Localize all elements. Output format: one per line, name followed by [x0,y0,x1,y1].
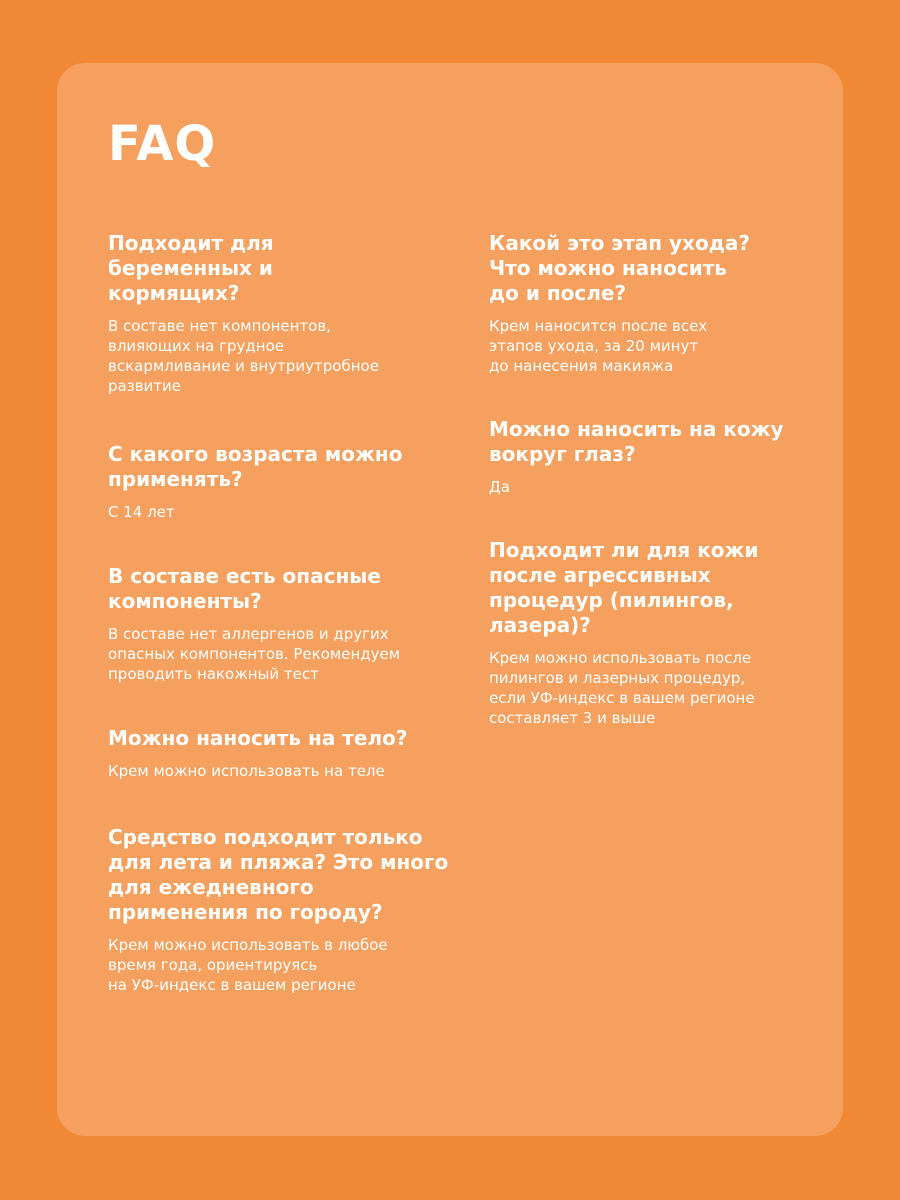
faq-column-left [108,231,453,995]
faq-question: Можно наносить на кожу вокруг глаз? [489,417,784,466]
faq-answer: Крем наносится после всех этапов ухода, за 20 минут до нанесения макияжа [489,317,708,375]
faq-question: С какого возраста можно применять? [108,442,403,491]
faq-column-right [489,231,809,728]
faq-item [108,231,453,396]
faq-answer: В составе нет аллергенов и других опасных компонентов. Рекомендуем проводить накожный тест [108,625,401,683]
faq-question: Средство подходит только для лета и пляжа? Это много для ежедневного применения по городу? [108,825,449,924]
faq-item [108,564,453,684]
faq-answer: В составе нет компонентов, влияющих на грудное вскармливание и внутриутробное развитие [108,317,379,395]
faq-item [108,825,453,995]
faq-item [108,726,453,781]
faq-item [489,231,809,376]
faq-answer: С 14 лет [108,503,175,521]
faq-answer: Крем можно использовать после пилингов и лазерных процедур, если УФ-индекс в вашем регионе составляет 3 и выше [489,649,755,727]
faq-question: В составе есть опасные компоненты? [108,564,381,613]
faq-item [489,538,809,728]
faq-answer: Да [489,478,510,496]
faq-question: Можно наносить на тело? [108,726,408,750]
faq-card [57,63,843,1136]
faq-item [489,417,809,497]
faq-answer: Крем можно использовать на теле [108,762,385,780]
faq-item [108,442,453,522]
faq-question: Подходит ли для кожи после агрессивных процедур (пилингов, лазера)? [489,538,759,637]
page-title: FAQ [108,116,217,172]
faq-answer: Крем можно использовать в любое время года, ориентируясь на УФ-индекс в вашем регионе [108,936,388,994]
faq-question: Какой это этап ухода? Что можно наносить до и после? [489,231,750,305]
faq-question: Подходит для беремeнных и кормящих? [108,231,274,305]
